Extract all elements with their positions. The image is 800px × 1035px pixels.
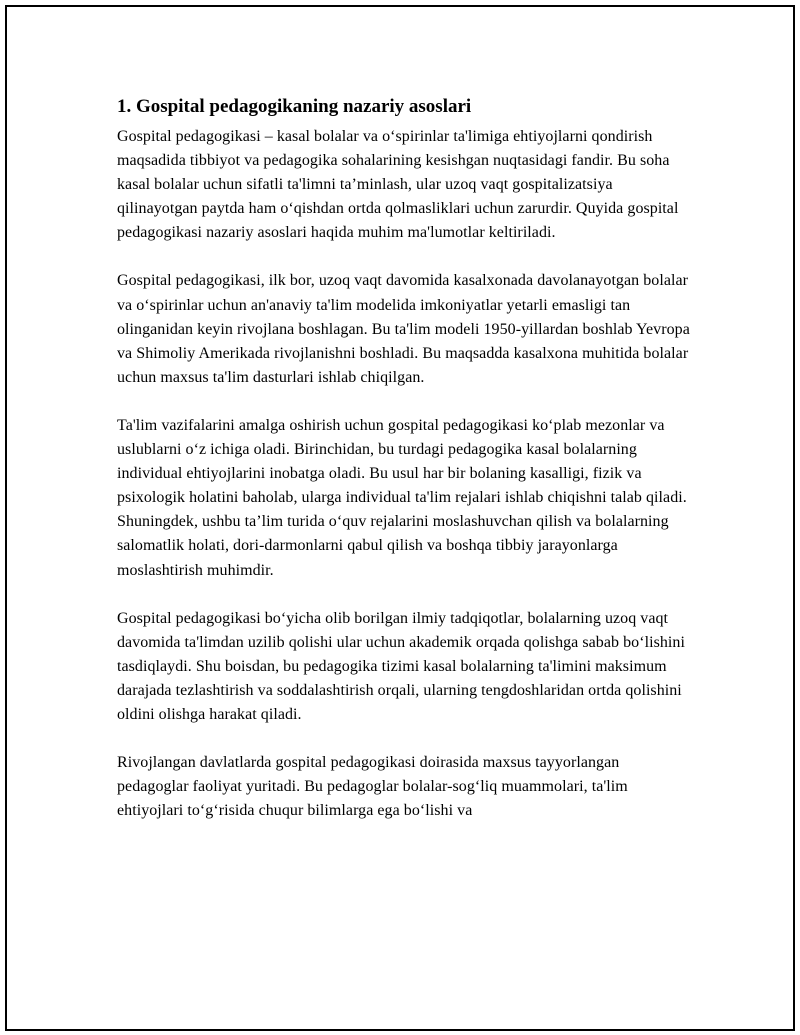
document-body [117, 93, 690, 823]
paragraph-2: Gospital pedagogikasi, ilk bor, uzoq vaqt davomida kasalxonada davolanayotgan bolalar va o‘spirinlar uchun an'anaviy ta'lim modelida imkoniyatlar yetarli emasligi tan olinganidan keyin rivojlana boshlagan. Bu ta'lim modeli 1950-yillardan boshlab Yevropa va Shimoliy Amerikada rivojlanishni boshladi. Bu maqsadda kasalxona muhitida bolalar uchun maxsus ta'lim dasturlari ishlab chiqilgan. [117, 272, 690, 386]
paragraph-4: Gospital pedagogikasi bo‘yicha olib borilgan ilmiy tadqiqotlar, bolalarning uzoq vaqt davomida ta'limdan uzilib qolishi ular uchun akademik orqada qolishga sabab bo‘lishini tasdiqlaydi. Shu boisdan, bu pedagogika tizimi kasal bolalarning ta'limini maksimum darajada tezlashtirish va soddalashtirish orqali, ularning tengdoshlaridan ortda qolishini oldini olishga harakat qiladi. [117, 609, 685, 723]
paragraph-3: Ta'lim vazifalarini amalga oshirish uchun gospital pedagogikasi ko‘plab mezonlar va uslublarni o‘z ichiga oladi. Birinchidan, bu turdagi pedagogika kasal bolalarning individual ehtiyojlarini inobatga oladi. Bu usul har bir bolaning kasalligi, fizik va psixologik holatini baholab, ularga individual ta'lim rejalari ishlab chiqishni talab qiladi. Shuningdek, ushbu ta’lim turida o‘quv rejalarini moslashuvchan qilish va bolalarning salomatlik holati, dori-darmonlarni qabul qilish va boshqa tibbiy jarayonlarga moslashtirish muhimdir. [117, 416, 687, 579]
paragraph-5: Rivojlangan davlatlarda gospital pedagogikasi doirasida maxsus tayyorlangan pedagoglar faoliyat yuritadi. Bu pedagoglar bolalar-sog‘liq muammolari, ta'lim ehtiyojlari to‘g‘risida chuqur bilimlarga ega bo‘lishi va [117, 754, 628, 820]
paragraph-1: Gospital pedagogikasi – kasal bolalar va o‘spirinlar ta'limiga ehtiyojlarni qondirish maqsadida tibbiyot va pedagogika sohalarining kesishgan nuqtasidagi fandir. Bu soha kasal bolalar uchun sifatli ta'limni ta’minlash, ular uzoq vaqt gospitalizatsiya qilinayotgan paytda ham o‘qishdan ortda qolmasliklari uchun zarurdir. Quyida gospital pedagogikasi nazariy asoslari haqida muhim ma'lumotlar keltiriladi. [117, 128, 679, 242]
section-heading: 1. Gospital pedagogikaning nazariy asoslari [117, 96, 472, 117]
